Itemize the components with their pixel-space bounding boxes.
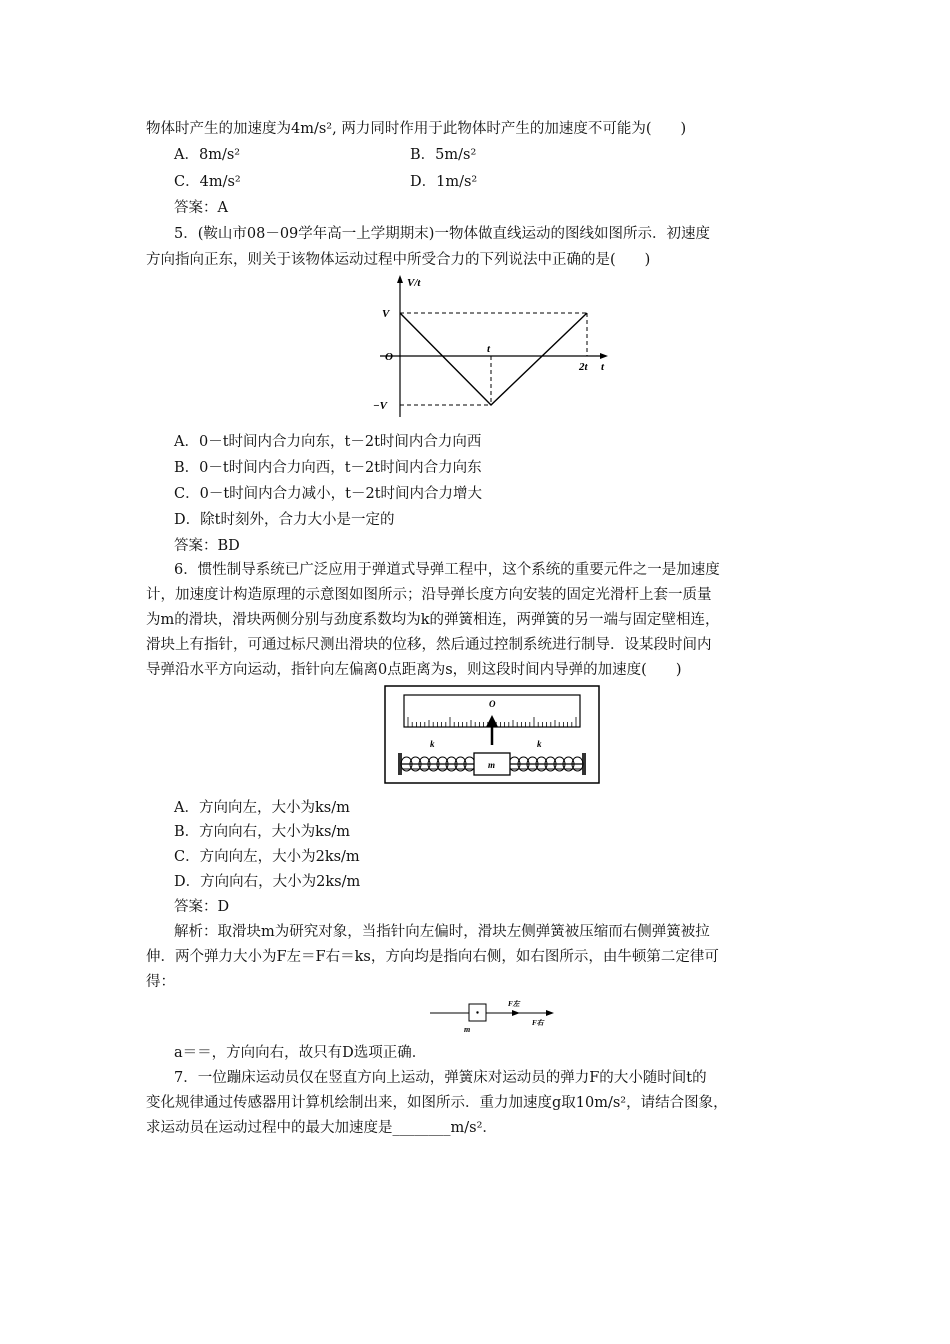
force-f-right-label: F右 (532, 1019, 544, 1027)
q6-stem-line4: 滑块上有指针，可通过标尺测出滑块的位移，然后通过控制系统进行制导．设某段时间内 (146, 637, 712, 653)
q6-analysis-line2: 伸．两个弹力大小为F左＝F右＝ks，方向均是指向右侧，如右图所示，由牛顿第二定律可 (146, 949, 719, 965)
vt-y-arrow (397, 275, 403, 283)
q7-stem-line2: 变化规律通过传感器用计算机绘制出来，如图所示．重力加速度g取10m/s²，请结合图象， (146, 1095, 728, 1111)
scale-origin-label: O (489, 699, 496, 709)
q6-option-b: B．方向向右，大小为ks/m (174, 824, 351, 840)
vt-2t-label: 2t (579, 361, 588, 373)
vt-line (400, 313, 587, 405)
q6-analysis-line1: 解析：取滑块m为研究对象，当指针向左偏时，滑块左侧弹簧被压缩而右侧弹簧被拉 (174, 924, 710, 940)
q6-option-d: D．方向向右，大小为2ks/m (174, 874, 361, 890)
right-spring-label: k (537, 739, 542, 749)
q5-option-b: B．0－t时间内合力向西，t－2t时间内合力向东 (174, 460, 482, 476)
q5-option-d: D．除t时刻外，合力大小是一定的 (174, 512, 395, 528)
vt-negv-label: −V (373, 400, 388, 412)
force-mass-label: m (464, 1025, 471, 1034)
vt-x-arrow (600, 353, 608, 359)
q6-answer: 答案：D (174, 899, 230, 915)
force-block-center (476, 1011, 478, 1013)
q6-stem-line1: 6．惯性制导系统已广泛应用于弹道式导弹工程中，这个系统的重要元件之一是加速度 (174, 562, 720, 578)
accelerometer-figure (384, 685, 600, 785)
q7-stem-line3: 求运动员在运动过程中的最大加速度是________m/s²． (146, 1120, 497, 1136)
force-f-left-label: F左 (508, 1000, 520, 1008)
force-arrow-1 (512, 1010, 520, 1016)
force-arrow-2 (546, 1010, 554, 1016)
q6-stem-line2: 计，加速度计构造原理的示意图如图所示；沿导弹长度方向安装的固定光滑杆上套一质量 (146, 587, 712, 603)
vt-v-label: V (382, 308, 390, 320)
force-diagram (428, 994, 558, 1036)
q6-result: a＝＝，方向向右，故只有D选项正确． (174, 1045, 427, 1061)
vt-t-label: t (487, 343, 491, 355)
vt-origin-label: O (385, 351, 393, 363)
q6-option-a: A．方向向左，大小为ks/m (174, 800, 350, 816)
vt-x-label: t (601, 361, 605, 373)
vt-y-label: V/t (407, 277, 421, 289)
q5-stem-line2: 方向指向正东，则关于该物体运动过程中所受合力的下列说法中正确的是( ) (146, 252, 651, 268)
vt-graph (360, 272, 620, 422)
q7-stem-line1: 7．一位蹦床运动员仅在竖直方向上运动，弹簧床对运动员的弹力F的大小随时间t的 (174, 1070, 707, 1086)
q6-stem-line5: 导弹沿水平方向运动，指针向左偏离0点距离为s，则这段时间内导弹的加速度( ) (146, 662, 682, 678)
q4-option-a: A．8m/s² (174, 147, 241, 163)
q4-option-d: D．1m/s² (410, 174, 478, 190)
q5-answer: 答案：BD (174, 538, 240, 554)
q4-stem-tail: 物体时产生的加速度为4m/s², 两力同时作用于此物体时产生的加速度不可能为( ) (146, 121, 687, 137)
q5-option-c: C．0－t时间内合力减小，t－2t时间内合力增大 (174, 486, 483, 502)
q4-option-c: C．4m/s² (174, 174, 241, 190)
q6-analysis-line3: 得： (146, 974, 175, 990)
slider-mass-label: m (488, 760, 496, 770)
q6-option-c: C．方向向左，大小为2ks/m (174, 849, 360, 865)
left-spring-label: k (430, 739, 435, 749)
q5-option-a: A．0－t时间内合力向东，t－2t时间内合力向西 (174, 434, 482, 450)
q6-stem-line3: 为m的滑块，滑块两侧分别与劲度系数均为k的弹簧相连，两弹簧的另一端与固定壁相连， (146, 612, 720, 628)
q4-option-b: B．5m/s² (410, 147, 477, 163)
q5-stem-line1: 5．(鞍山市08－09学年高一上学期期末)一物体做直线运动的图线如图所示．初速度 (174, 226, 710, 242)
q4-answer: 答案：A (174, 200, 228, 216)
